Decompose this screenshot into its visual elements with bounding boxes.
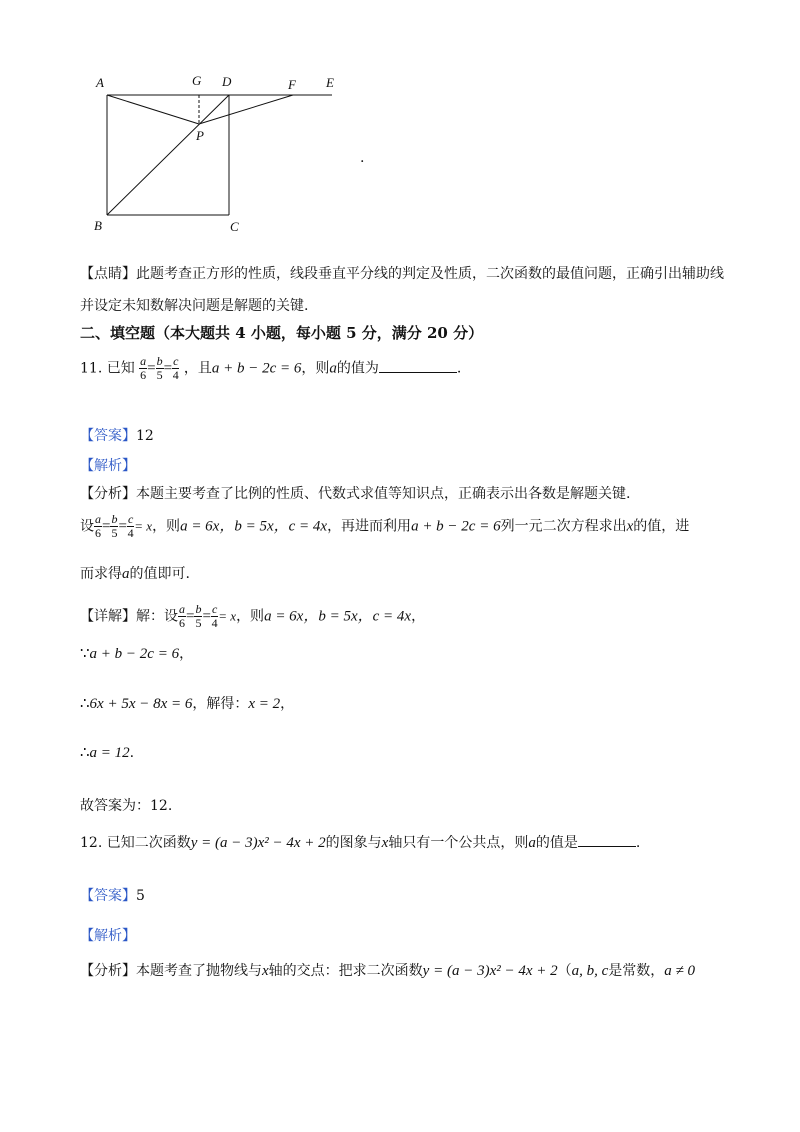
diagonal-bd xyxy=(107,95,229,215)
section-title: 二、填空题（本大题共 4 小题，每小题 5 分，满分 20 分） xyxy=(80,324,484,342)
label-e: E xyxy=(326,75,334,90)
segment-pf xyxy=(199,95,293,124)
geometry-figure xyxy=(80,65,370,240)
answer-tag: 【答案】 xyxy=(80,888,136,904)
label-a: A xyxy=(96,75,104,90)
answer-value: 5 xyxy=(136,888,145,904)
q12-answer xyxy=(80,885,145,905)
q11-number: 11. 已知 xyxy=(80,360,135,377)
label-d: D xyxy=(222,74,232,89)
q11-frac-a: $\frac{a}{6}$ xyxy=(140,354,147,382)
segment-ap xyxy=(107,95,199,124)
q11-stem: 11. 已知 $\frac{a}{6}$ = $\frac{b}{5}$ = $\frac{c}{4}$ ，且a + b − 2c = 6，则a的值为 . xyxy=(80,354,462,382)
label-g: G xyxy=(192,73,202,88)
answer-blank xyxy=(578,834,636,847)
q12-jiexi-tag: 【解析】 xyxy=(80,928,136,944)
q11-final: 故答案为：12. xyxy=(80,798,173,814)
q11-frac-b: $\frac{b}{5}$ xyxy=(156,354,163,382)
label-f: F xyxy=(288,77,296,92)
answer-value: 12 xyxy=(136,428,154,444)
q11-condition: a + b − 2c = 6 xyxy=(211,360,302,377)
q12-stem: 12. 已知二次函数y = (a − 3)x² − 4x + 2的图象与x轴只有一个公共点，则a的值是 . xyxy=(80,835,641,851)
label-p: P xyxy=(196,128,204,143)
dianjing-text1: 此题考查正方形的性质，线段垂直平分线的判定及性质，二次函数的最值问题，正确引出辅助线 xyxy=(136,266,724,282)
q11-therefore: ∴6x + 5x − 8x = 6，解得：x = 2， xyxy=(80,696,295,712)
stray-dot: . xyxy=(360,150,365,166)
q11-jiexi-tag: 【解析】 xyxy=(80,458,136,474)
q11-set-line: 设 $\frac{a}{6}$ = $\frac{b}{5}$ = $\frac{c}{4}$ = x，则a = 6x，b = 5x，c = 4x，再进而利用a + b − 2c = 6列一元二次方程求出x的值，进 xyxy=(80,512,690,540)
q11-line-cont: 而求得a的值即可. xyxy=(80,566,190,582)
dianjing-line1 xyxy=(80,263,724,283)
answer-tag: 【答案】 xyxy=(80,428,136,444)
q11-detail: 【详解】解：设 $\frac{a}{6}$ = $\frac{b}{5}$ = $\frac{c}{4}$ = x，则a = 6x，b = 5x，c = 4x， xyxy=(80,602,426,630)
q12-fenxi: 【分析】本题考查了抛物线与x轴的交点：把求二次函数y = (a − 3)x² − 4x + 2（a, b, c是常数，a ≠ 0 xyxy=(80,963,696,979)
dianjing-tag: 【点睛】 xyxy=(80,266,136,282)
q11-answer xyxy=(80,425,154,445)
q12-function: y = (a − 3)x² − 4x + 2 xyxy=(190,835,326,851)
label-c: C xyxy=(230,219,239,234)
q11-frac-c: $\frac{c}{4}$ xyxy=(172,354,179,382)
q11-fenxi: 【分析】本题主要考查了比例的性质、代数式求值等知识点，正确表示出各数是解题关键. xyxy=(80,486,631,502)
answer-blank xyxy=(379,360,457,373)
q11-therefore2: ∴a = 12. xyxy=(80,745,135,761)
q11-because: ∵a + b − 2c = 6， xyxy=(80,646,194,662)
label-b: B xyxy=(94,218,102,233)
dianjing-line2: 并设定未知数解决问题是解题的关键. xyxy=(80,298,309,314)
